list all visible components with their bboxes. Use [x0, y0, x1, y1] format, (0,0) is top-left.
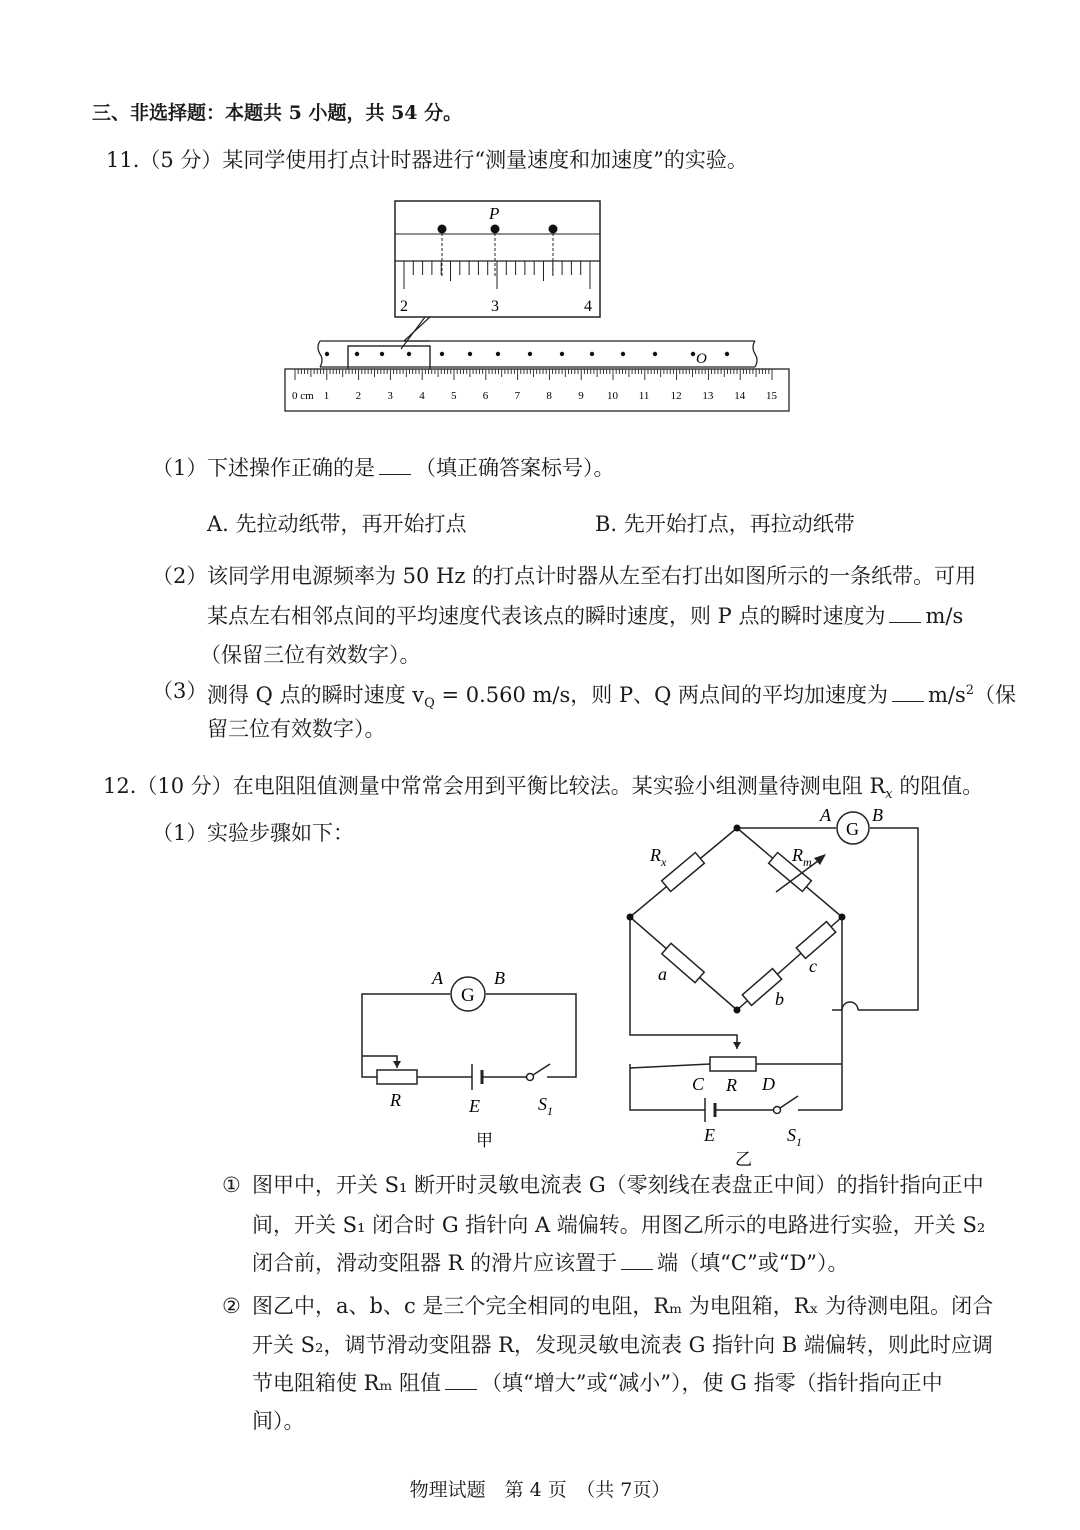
answer-blank	[379, 456, 411, 475]
ruler-tick-label: 5	[451, 390, 457, 402]
answer-blank	[889, 604, 921, 623]
ruler-tick-label: 3	[387, 390, 393, 402]
q11-p3-line1: 测得 Q 点的瞬时速度 $v_Q = 0.560$ m/s，则 P、Q 两点间的平均加速度为 $m/s^2$（保	[207, 683, 1017, 712]
circuit-figure-yi	[600, 800, 930, 1170]
tape-dot	[325, 352, 329, 356]
ruler-tick-label: 15	[766, 390, 777, 402]
answer-blank	[621, 1251, 653, 1270]
q11-p2-line3: （保留三位有效数字）。	[200, 643, 421, 667]
yi-s-label: $S_1$	[787, 1125, 802, 1149]
step1-line1: 图甲中，开关 S₁ 断开时灵敏电流表 G（零刻线在表盘正中间）的指针指向正中	[252, 1173, 984, 1197]
q11-option-b: B. 先开始打点，再拉动纸带	[595, 512, 855, 536]
yi-res-a-label: a	[658, 964, 667, 984]
yi-d-label: D	[762, 1074, 775, 1094]
circuit-figure-jia	[350, 960, 590, 1155]
yi-b-label: B	[872, 805, 883, 825]
page-footer: 物理试题 第 4 页 （共 7页）	[409, 1479, 671, 1501]
q11-p2-line2: 某点左右相邻点间的平均速度代表该点的瞬时速度，则 P 点的瞬时速度为 m/s	[207, 604, 964, 628]
ruler-tick-label: 12	[670, 390, 682, 402]
jia-a-label: A	[432, 968, 443, 988]
tape-dot	[621, 352, 625, 356]
jia-s-label: $S_1$	[538, 1094, 553, 1118]
jia-e-label: E	[469, 1096, 480, 1116]
tape-dot	[590, 352, 594, 356]
yi-g-label: G	[846, 819, 859, 839]
tape-dot	[440, 352, 444, 356]
step1-line3: 闭合前，滑动变阻器 R 的滑片应该置于 端（填“C”或“D”）。	[252, 1251, 849, 1275]
q11-p1-text: 下述操作正确的是 （填正确答案标号）。	[207, 456, 615, 480]
q12-p1-num: （1）	[152, 821, 208, 845]
section-heading: 三、非选择题：本题共 5 小题，共 54 分。	[92, 102, 463, 124]
yi-rm-label: $R_m$	[792, 845, 812, 869]
tape-dot	[560, 352, 564, 356]
jia-b-label: B	[494, 968, 505, 988]
tape-dot	[691, 352, 695, 356]
yi-e-label: E	[704, 1125, 715, 1145]
yi-r-label: R	[726, 1075, 737, 1095]
step1-marker: ①	[222, 1173, 241, 1197]
ruler-tick-label: 6	[482, 390, 489, 402]
tape-dot	[355, 352, 359, 356]
tape-dot	[496, 352, 500, 356]
step2-line3: 节电阻箱使 Rₘ 阻值 （填“增大”或“减小”），使 G 指零（指针指向正中	[252, 1371, 943, 1395]
q11-p3-num: （3）	[152, 679, 208, 703]
yi-a-label: A	[820, 805, 831, 825]
q11-title: 11.（5 分）某同学使用打点计时器进行“测量速度和加速度”的实验。	[106, 148, 748, 172]
q11-p3-line2: 留三位有效数字）。	[207, 717, 386, 741]
ruler-tick-label: 14	[734, 390, 746, 402]
zoom-label-p: P	[489, 204, 500, 223]
answer-blank	[892, 683, 924, 702]
yi-c-label: C	[692, 1074, 705, 1094]
ruler-unit: 0 cm	[292, 390, 314, 402]
zoom-tick-2: 2	[400, 298, 408, 315]
answer-blank	[445, 1371, 477, 1390]
step2-line1: 图乙中，a、b、c 是三个完全相同的电阻，Rₘ 为电阻箱，Rₓ 为待测电阻。闭合	[252, 1294, 994, 1318]
jia-caption: 甲	[476, 1131, 493, 1150]
ruler-tick-label: 4	[419, 390, 425, 402]
yi-caption: 乙	[735, 1150, 752, 1169]
q11-p1-num: （1）	[152, 456, 208, 480]
ticker-tape-figure	[280, 195, 800, 430]
ruler-tick-label: 1	[323, 390, 330, 402]
ruler-tick-label: 13	[702, 390, 714, 402]
q11-p2-num: （2）	[152, 564, 208, 588]
step2-line4: 间）。	[252, 1409, 305, 1433]
zoom-tick-3: 3	[491, 298, 499, 315]
tape-dot	[653, 352, 657, 356]
ruler-tick-label: 2	[355, 390, 362, 402]
tape-dot	[468, 352, 472, 356]
ruler-tick-label: 7	[514, 390, 521, 402]
q11-option-a: A. 先拉动纸带，再开始打点	[207, 512, 467, 536]
ruler-tick-label: 11	[638, 390, 650, 402]
zoom-dot-left	[438, 225, 447, 234]
q11-p2-line1: 该同学用电源频率为 50 Hz 的打点计时器从左至右打出如图所示的一条纸带。可用	[207, 564, 977, 588]
q12-p1-text: 实验步骤如下：	[207, 821, 354, 845]
ruler-tick-label: 10	[607, 390, 618, 402]
step2-marker: ②	[222, 1294, 241, 1318]
zoom-dot-right	[549, 225, 558, 234]
ruler-tick-label: 8	[546, 390, 552, 402]
yi-res-b-label: b	[775, 989, 784, 1009]
zoom-tick-4: 4	[584, 298, 592, 315]
yi-res-c-label: c	[809, 956, 817, 976]
tape-dot	[528, 352, 532, 356]
yi-rx-label: $R_x$	[650, 845, 667, 869]
zoom-dot-p	[491, 225, 500, 234]
tape-dot	[380, 352, 384, 356]
step2-line2: 开关 S₂，调节滑动变阻器 R，发现灵敏电流表 G 指针向 B 端偏转，则此时应调	[252, 1333, 993, 1357]
step1-line2: 间，开关 S₁ 闭合时 G 指针向 A 端偏转。用图乙所示的电路进行实验，开关 S₂	[252, 1213, 986, 1237]
tape-dot	[725, 352, 729, 356]
tape-dot	[407, 352, 411, 356]
tape-label-o: O	[696, 351, 707, 367]
jia-g-label: G	[461, 985, 475, 1006]
ruler-tick-label: 9	[578, 390, 584, 402]
q12-title: 12.（10 分）在电阻阻值测量中常常会用到平衡比较法。某实验小组测量待测电阻 $R_x$ 的阻值。	[103, 774, 984, 803]
jia-r-label: R	[390, 1090, 401, 1110]
